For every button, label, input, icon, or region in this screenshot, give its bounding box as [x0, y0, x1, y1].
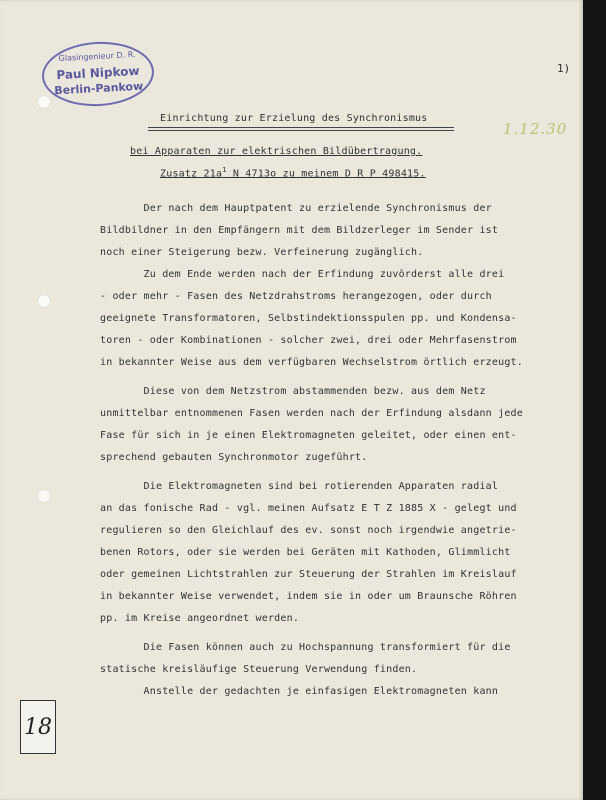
text-line: statische kreisläufige Steuerung Verwendung finden.: [100, 664, 418, 675]
stamp-line-2: Paul Nipkow: [56, 63, 140, 83]
text-line: Die Fasen können auch zu Hochspannung transformiert für die: [100, 642, 511, 653]
text-line: in bekannter Weise verwendet, indem sie in oder um Braunsche Röhren: [100, 591, 517, 602]
text-line: an das fonische Rad - vgl. meinen Aufsatz E T Z 1885 X - gelegt und: [100, 503, 517, 514]
paragraph-4: [100, 481, 517, 635]
paragraph-6: [100, 686, 498, 708]
title-line-3-rest: N 4713o zu meinem D R P 498415.: [226, 168, 426, 180]
title-line-1: Einrichtung zur Erzielung des Synchronismus: [160, 113, 428, 124]
ink-stamp: [40, 39, 155, 109]
handwritten-date: 1.12.30: [503, 120, 568, 138]
stamp-line-1: Glasingenieur D. R.: [58, 50, 136, 64]
text-line: Diese von dem Netzstrom abstammenden bezw. aus dem Netz: [100, 386, 486, 397]
title-line-2: bei Apparaten zur elektrischen Bildübertragung.: [130, 146, 423, 157]
text-line: oder gemeinen Lichtstrahlen zur Steuerung der Strahlen im Kreislauf: [100, 569, 517, 580]
text-line: geeignete Transformatoren, Selbstindektionsspulen pp. und Kondensa-: [100, 313, 517, 324]
text-line: noch einer Steigerung bezw. Verfeinerung zugänglich.: [100, 247, 424, 258]
text-line: sprechend gebauten Synchronmotor zugeführt.: [100, 452, 368, 463]
text-line: Bildbildner in den Empfängern mit dem Bildzerleger im Sender ist: [100, 225, 499, 236]
paragraph-3: [100, 386, 523, 474]
punch-hole: [38, 490, 50, 502]
text-line: in bekannter Weise aus dem verfügbaren Wechselstrom örtlich erzeugt.: [100, 357, 523, 368]
text-line: pp. im Kreise angeordnet werden.: [100, 613, 300, 624]
page-number: 1): [557, 62, 571, 75]
paragraph-1: [100, 203, 498, 269]
stamp-line-3: Berlin-Pankow: [53, 79, 144, 98]
title-superscript: 1: [222, 166, 227, 174]
text-line: Die Elektromagneten sind bei rotierenden Apparaten radial: [100, 481, 499, 492]
text-line: Zu dem Ende werden nach der Erfindung zuvörderst alle drei: [100, 269, 505, 280]
title-line-3: [160, 166, 426, 179]
paragraph-5: [100, 642, 511, 686]
text-line: regulieren so den Gleichlauf des ev. sonst noch irgendwie angetrie-: [100, 525, 517, 536]
text-line: toren - oder Kombinationen - solcher zwei, drei oder Mehrfasenstrom: [100, 335, 517, 346]
archive-number-box: [20, 700, 56, 754]
text-line: - oder mehr - Fasen des Netzdrahstroms herangezogen, oder durch: [100, 291, 492, 302]
text-line: Fase für sich in je einen Elektromagneten geleitet, oder einen ent-: [100, 430, 517, 441]
text-line: Anstelle der gedachten je einfasigen Elektromagneten kann: [100, 686, 499, 697]
punch-hole: [38, 295, 50, 307]
paragraph-2: [100, 269, 523, 379]
punch-hole: [38, 96, 50, 108]
title-line-3-main: Zusatz 21a: [160, 168, 223, 180]
title-double-rule: [148, 127, 454, 131]
text-line: unmittelbar entnommenen Fasen werden nach der Erfindung alsdann jede: [100, 408, 523, 419]
archive-number: 18: [24, 714, 52, 740]
text-line: Der nach dem Hauptpatent zu erzielende Synchronismus der: [100, 203, 492, 214]
text-line: benen Rotors, oder sie werden bei Geräten mit Kathoden, Glimmlicht: [100, 547, 511, 558]
